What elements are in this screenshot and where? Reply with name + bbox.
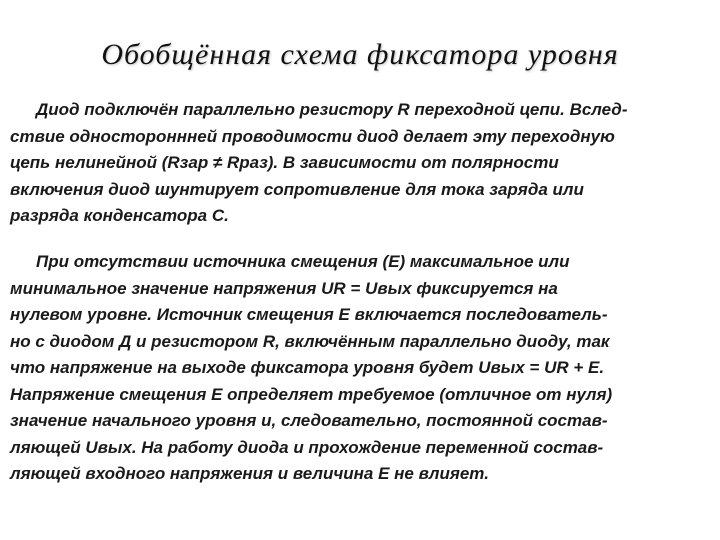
text-line: значение начального уровня и, следовательно, постоянной состав- xyxy=(10,411,608,430)
text-line: нулевом уровне. Источник смещения E включается последователь- xyxy=(10,305,608,324)
text-line: включения диод шунтирует сопротивление для тока заряда или xyxy=(10,179,584,199)
text-line: При отсутствии источника смещения (E) максимальное или xyxy=(36,252,570,271)
paragraph-bias-source xyxy=(10,249,710,488)
text-line: ляющей Uвых. На работу диода и прохождение переменной состав- xyxy=(10,437,604,457)
text-line: Напряжение смещения E определяет требуемое (отличное от нуля) xyxy=(10,384,613,404)
text-line: что напряжение на выходе фиксатора уровня будет Uвых = UR + E. xyxy=(10,358,605,377)
text-line: цепь нелинейной (Rзар ≠ Rраз). В зависимости от полярности xyxy=(10,153,559,172)
text-line: но с диодом Д и резистором R, включённым параллельно диоду, так xyxy=(10,331,610,351)
text-line: минимальное значение напряжения UR = Uвых фиксируется на xyxy=(10,278,558,298)
slide-title: Обобщённая схема фиксатора уровня xyxy=(101,38,619,71)
text-line: Диод подключён параллельно резистору R переходной цепи. Вслед- xyxy=(36,100,628,119)
text-line: ляющей входного напряжения и величина E не влияет. xyxy=(10,464,489,483)
text-line: ствие одностороннней проводимости диод делает эту переходную xyxy=(10,126,615,146)
paragraph-diode-connection xyxy=(10,97,710,230)
text-line: разряда конденсатора C. xyxy=(10,206,229,225)
